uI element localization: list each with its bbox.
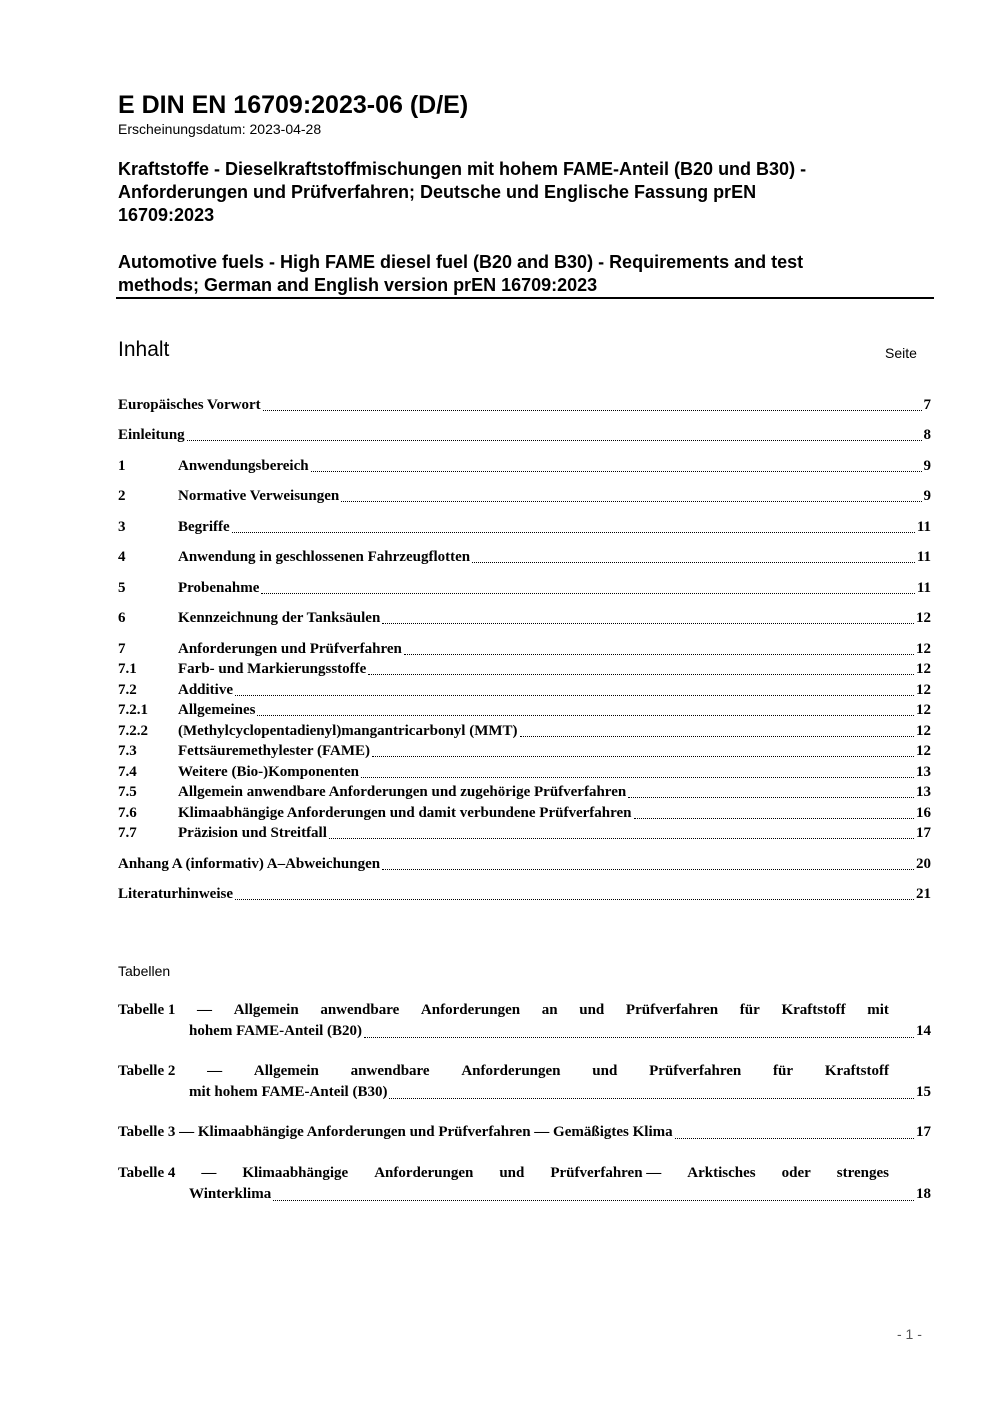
toc-dot-leader (232, 532, 915, 533)
table-entry-word: Prüfverfahren (625, 1002, 719, 1018)
table-entry-title-line (118, 1000, 889, 1021)
toc-dot-leader (675, 1138, 914, 1139)
table-entry-word: Anforderungen (461, 1063, 561, 1079)
toc-entry-title: Klimaabhängige Anforderungen und damit verbundene Prüfverfahren (178, 805, 632, 821)
toc-entry-title: Allgemeines (178, 702, 256, 718)
table-entry-word: anwendbare (320, 1002, 400, 1018)
toc-entry-page: 9 (923, 458, 931, 474)
toc-dot-leader (364, 1037, 914, 1038)
toc-entry-title: Europäisches Vorwort (118, 397, 261, 413)
table-entry-title-line (118, 1061, 889, 1082)
toc-entry-page: 21 (916, 886, 931, 902)
table-list-entry[interactable] (118, 1000, 931, 1042)
toc-entry-number: 7.2.1 (118, 702, 148, 718)
toc-entry-page: 12 (916, 702, 931, 718)
toc-entry-title: Additive (178, 682, 234, 698)
table-entry-word: Anforderungen (420, 1002, 521, 1018)
toc-dot-leader (273, 1200, 914, 1201)
table-entry-word: Kraftstoff (824, 1063, 889, 1079)
table-entry-title-line (118, 1163, 889, 1184)
toc-dot-leader (634, 818, 914, 819)
toc-entry[interactable] (118, 546, 931, 567)
toc-entry[interactable] (118, 802, 931, 823)
toc-dot-leader (389, 1098, 914, 1099)
toc-dot-leader (263, 410, 922, 411)
toc-entry[interactable] (118, 485, 931, 506)
toc-entry-page: 9 (923, 488, 931, 504)
toc-entry-page: 12 (916, 641, 931, 657)
toc-entry-page: 12 (916, 661, 931, 677)
toc-entry-page: 7 (923, 397, 931, 413)
table-entry-word: Tabelle 2 (118, 1063, 176, 1079)
toc-entry-number: 7.1 (118, 661, 137, 677)
table-entry-word: strenges (836, 1165, 889, 1181)
toc-dot-leader (368, 674, 914, 675)
title-german-line: Anforderungen und Prüfverfahren; Deutsche und Englische Fassung prEN (118, 182, 757, 202)
toc-entry-number: 5 (118, 580, 126, 596)
toc-dot-leader (404, 654, 914, 655)
toc-entry-page: 16 (916, 805, 931, 821)
toc-entry-title: Anforderungen und Prüfverfahren (178, 641, 402, 657)
toc-entry[interactable] (118, 761, 931, 782)
toc-entry-title: Einleitung (118, 427, 185, 443)
table-entry-title-continuation: Winterklima (189, 1186, 272, 1202)
tables-heading: Tabellen (118, 963, 171, 979)
toc-entry-title: Allgemein anwendbare Anforderungen und zugehörige Prüfverfahren (178, 784, 627, 800)
toc-entry-number: 1 (118, 458, 126, 474)
toc-entry-number: 7.2 (118, 682, 137, 698)
table-entry-word: anwendbare (350, 1063, 430, 1079)
toc-entry-title: Weitere (Bio-)Komponenten (178, 764, 359, 780)
toc-dot-leader (235, 899, 914, 900)
toc-entry-page: 12 (916, 743, 931, 759)
table-entry-word: — (207, 1063, 223, 1079)
publication-date: Erscheinungsdatum: 2023-04-28 (118, 121, 322, 137)
toc-entry-title: Farb- und Markierungsstoffe (178, 661, 367, 677)
toc-entry[interactable] (118, 658, 931, 679)
toc-entry[interactable] (118, 699, 931, 720)
toc-entry-number: 2 (118, 488, 126, 504)
toc-entry-number: 4 (118, 549, 126, 565)
toc-dot-leader (361, 777, 914, 778)
toc-entry-page: 8 (923, 427, 931, 443)
toc-heading: Inhalt (118, 338, 170, 361)
table-entry-word: Anforderungen (374, 1165, 474, 1181)
table-entry-title-continuation: mit hohem FAME-Anteil (B30) (189, 1084, 388, 1100)
title-german-line: 16709:2023 (118, 205, 215, 225)
toc-entry-number: 7.4 (118, 764, 137, 780)
toc-dot-leader (382, 869, 914, 870)
toc-entry-page: 12 (916, 682, 931, 698)
page-column-label: Seite (885, 345, 917, 361)
table-entry-word: Tabelle 4 (118, 1165, 176, 1181)
table-entry-word: — (197, 1002, 213, 1018)
table-entry-word: Klimaabhängige (242, 1165, 349, 1181)
toc-dot-leader (329, 838, 914, 839)
toc-entry-number: 7.2.2 (118, 723, 148, 739)
document-id: E DIN EN 16709:2023-06 (D/E) (118, 91, 469, 119)
table-entry-word: Arktisches (687, 1165, 756, 1181)
table-entry-title: Tabelle 3 — Klimaabhängige Anforderungen und Prüfverfahren — Gemäßigtes Klima (118, 1124, 673, 1140)
toc-entry-title: Anwendungsbereich (178, 458, 309, 474)
toc-entry[interactable] (118, 883, 931, 904)
toc-entry-page: 12 (916, 723, 931, 739)
title-english-line: methods; German and English version prEN 16709:2023 (118, 275, 598, 295)
toc-dot-leader (382, 623, 914, 624)
toc-dot-leader (520, 736, 914, 737)
table-list-entry[interactable] (118, 1122, 931, 1143)
toc-entry-title: Anwendung in geschlossenen Fahrzeugflotten (178, 549, 471, 565)
toc-dot-leader (341, 501, 921, 502)
table-entry-word: für (773, 1063, 794, 1079)
toc-dot-leader (372, 756, 914, 757)
toc-entry-title: (Methylcyclopentadienyl)mangantricarbonyl (MMT) (178, 723, 518, 739)
toc-entry-title: Präzision und Streitfall (178, 825, 327, 841)
table-entry-word: Allgemein (253, 1063, 319, 1079)
table-entry-word: oder (781, 1165, 811, 1181)
table-entry-word: mit (867, 1002, 889, 1018)
toc-dot-leader (257, 715, 914, 716)
toc-entry[interactable] (118, 720, 931, 741)
table-entry-word: und (592, 1063, 618, 1079)
table-entry-word: und (579, 1002, 605, 1018)
toc-entry[interactable] (118, 577, 931, 598)
toc-entry-title: Probenahme (178, 580, 260, 596)
toc-entry-page: 11 (916, 580, 931, 596)
toc-entry[interactable] (118, 607, 931, 628)
table-entry-word: für (739, 1002, 760, 1018)
title-english-line: Automotive fuels - High FAME diesel fuel (B20 and B30) - Requirements and test (118, 252, 804, 272)
toc-dot-leader (628, 797, 914, 798)
toc-entry[interactable] (118, 822, 931, 843)
table-entry-title-continuation: hohem FAME-Anteil (B20) (189, 1023, 363, 1039)
table-entry-word: Prüfverfahren — (550, 1165, 662, 1181)
table-entry-word: — (201, 1165, 217, 1181)
toc-dot-leader (311, 471, 922, 472)
toc-entry[interactable] (118, 781, 931, 802)
table-entry-page: 17 (916, 1124, 931, 1140)
table-entry-page: 14 (916, 1023, 931, 1039)
toc-entry-number: 3 (118, 519, 126, 535)
toc-entry-page: 12 (916, 610, 931, 626)
toc-entry-page: 17 (916, 825, 931, 841)
table-entry-page: 18 (916, 1186, 931, 1202)
table-list-entry[interactable] (118, 1163, 931, 1205)
toc-entry-number: 7.5 (118, 784, 137, 800)
table-list-entry[interactable] (118, 1061, 931, 1103)
toc-entry[interactable] (118, 516, 931, 537)
toc-entry-title: Begriffe (178, 519, 230, 535)
toc-entry-number: 7.6 (118, 805, 137, 821)
toc-entry[interactable] (118, 424, 931, 445)
table-entry-word: Prüfverfahren (649, 1063, 742, 1079)
toc-entry[interactable] (118, 455, 931, 476)
toc-entry-number: 7.3 (118, 743, 137, 759)
page-number: - 1 - (897, 1326, 922, 1342)
toc-entry-title: Kennzeichnung der Tanksäulen (178, 610, 381, 626)
toc-entry-page: 20 (916, 856, 931, 872)
table-entry-word: Tabelle 1 (118, 1002, 176, 1018)
toc-entry-page: 11 (916, 519, 931, 535)
toc-entry-title: Anhang A (informativ) A–Abweichungen (118, 856, 381, 872)
toc-entry-page: 11 (916, 549, 931, 565)
toc-dot-leader (235, 695, 914, 696)
toc-entry-page: 13 (916, 764, 931, 780)
toc-entry-title: Literaturhinweise (118, 886, 233, 902)
toc-entry-title: Normative Verweisungen (178, 488, 340, 504)
toc-entry-number: 7 (118, 641, 126, 657)
toc-entry[interactable] (118, 740, 931, 761)
toc-entry-number: 6 (118, 610, 126, 626)
toc-entry-page: 13 (916, 784, 931, 800)
toc-entry-title: Fettsäuremethylester (FAME) (178, 743, 371, 759)
toc-entry[interactable] (118, 853, 931, 874)
toc-entry-number: 7.7 (118, 825, 137, 841)
toc-dot-leader (472, 562, 915, 563)
toc-entry[interactable] (118, 394, 931, 415)
toc-entry[interactable] (118, 679, 931, 700)
title-german-line: Kraftstoffe - Dieselkraftstoffmischungen mit hohem FAME-Anteil (B20 und B30) - (118, 159, 807, 179)
toc-entry[interactable] (118, 638, 931, 659)
toc-dot-leader (261, 593, 914, 594)
table-entry-word: Kraftstoff (781, 1002, 846, 1018)
table-entry-word: Allgemein (233, 1002, 299, 1018)
table-entry-word: und (499, 1165, 525, 1181)
toc-dot-leader (187, 440, 922, 441)
table-entry-word: an (541, 1002, 558, 1018)
table-entry-page: 15 (916, 1084, 931, 1100)
